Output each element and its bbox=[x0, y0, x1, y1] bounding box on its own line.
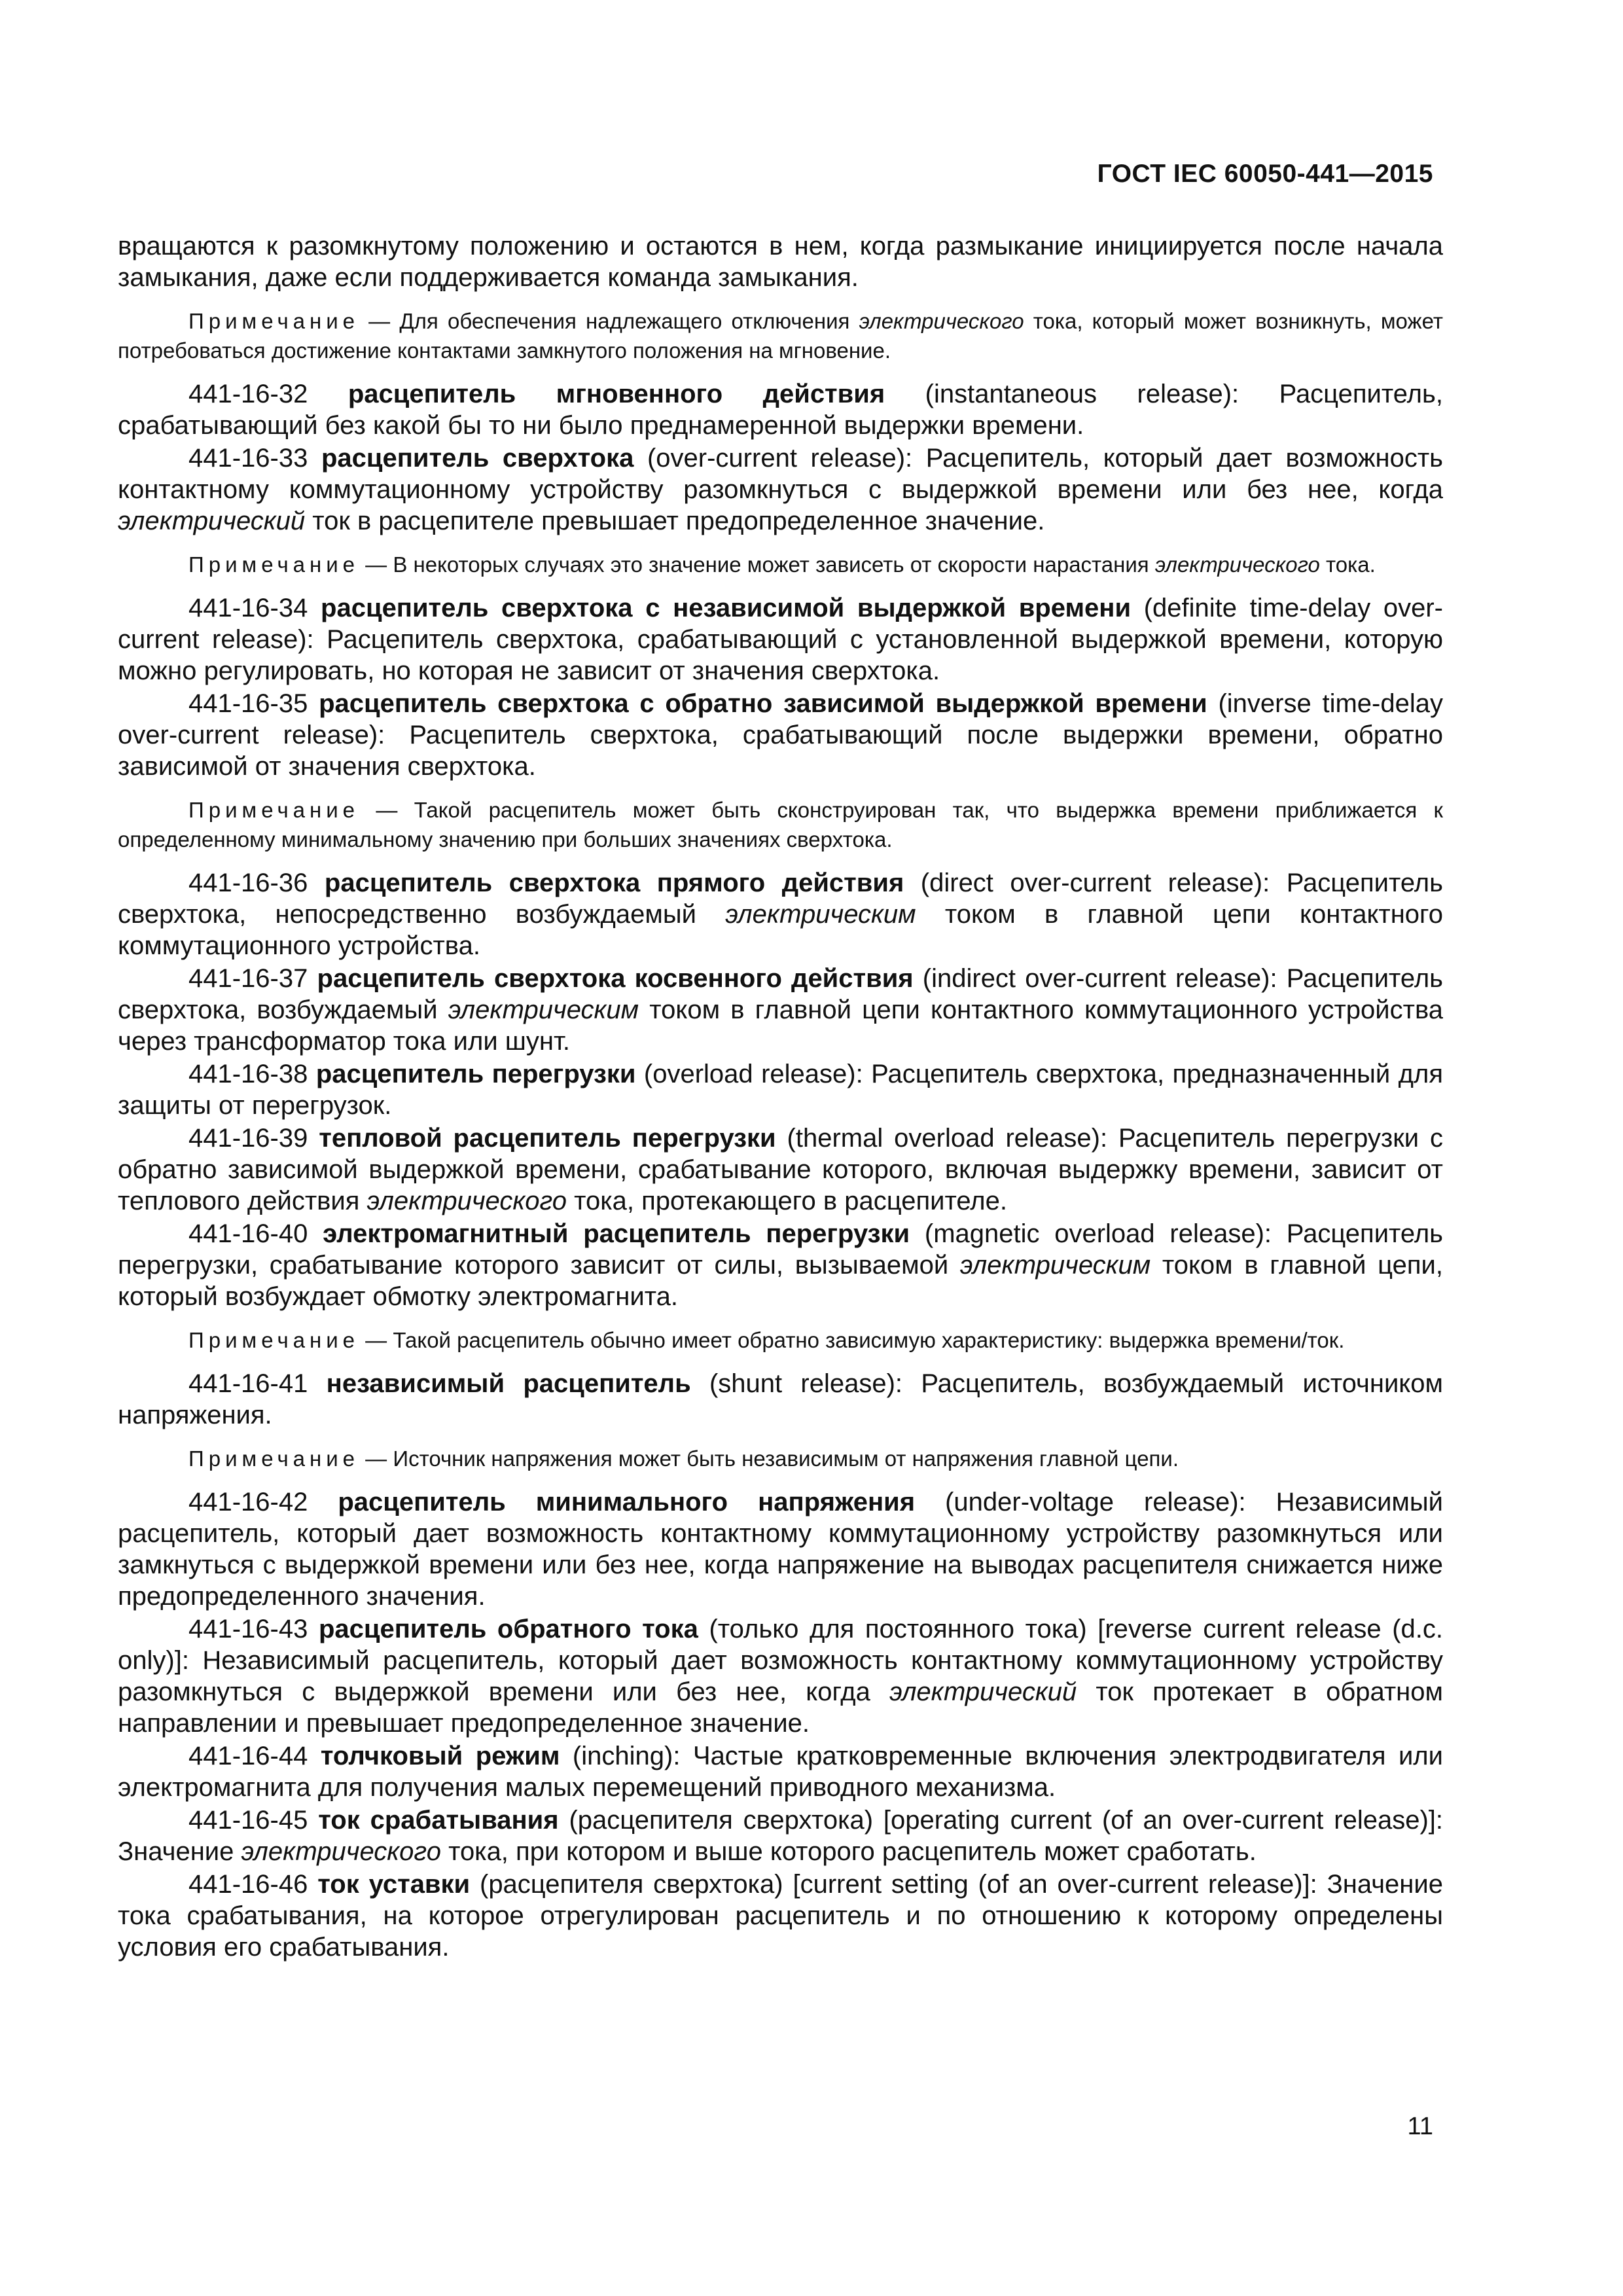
term-name: расцепитель обратного тока bbox=[318, 1615, 698, 1643]
term-entry-441-16-36: 441-16-36 расцепитель сверхтока прямого действия (direct over-current release): Расцепитель сверхтока, непосредственно возбуждаемый электрическим током в главной цепи контактного коммутационного устройства. bbox=[118, 869, 1443, 960]
term-name: расцепитель мгновенного действия bbox=[348, 380, 885, 408]
note: Примечание — В некоторых случаях это значение может зависеть от скорости нарастания электрического тока. bbox=[188, 552, 1376, 577]
term-code: 441-16-43 bbox=[188, 1615, 308, 1643]
term-code: 441-16-34 bbox=[188, 594, 308, 622]
document-body bbox=[118, 230, 1443, 1964]
term-name: расцепитель сверхтока с обратно зависимой выдержкой времени bbox=[319, 689, 1207, 718]
term-entry-441-16-39: 441-16-39 тепловой расцепитель перегрузки (thermal overload release): Расцепитель перегрузки с обратно зависимой выдержкой времени, срабатывание которого, включая выдержку времени, зависит от теплового действия электрического тока, протекающего в расцепителе. bbox=[118, 1124, 1443, 1215]
term-entry-441-16-34: 441-16-34 расцепитель сверхтока с независимой выдержкой времени (definite time-delay over-current release): Расцепитель сверхтока, срабатывающий с установленной выдержкой времени, которую можно регулировать, но которая не зависит от значения сверхтока. bbox=[118, 594, 1443, 685]
term-entry-441-16-45: 441-16-45 ток срабатывания (расцепителя сверхтока) [operating current (of an over-current release)]: Значение электрического тока, при котором и выше которого расцепитель может сработать. bbox=[118, 1806, 1443, 1866]
note-label: Примечание bbox=[188, 309, 360, 333]
term-code: 441-16-37 bbox=[188, 964, 308, 993]
note: Примечание — Источник напряжения может быть независимым от напряжения главной цепи. bbox=[188, 1446, 1179, 1471]
note: Примечание — Такой расцепитель обычно имеет обратно зависимую характеристику: выдержка времени/ток. bbox=[188, 1328, 1345, 1352]
term-code: 441-16-42 bbox=[188, 1488, 308, 1516]
term-name: толчковый режим bbox=[320, 1742, 560, 1770]
term-entry-441-16-32: 441-16-32 расцепитель мгновенного действия (instantaneous release): Расцепитель, срабатывающий без какой бы то ни было преднамеренной выдержки времени. bbox=[118, 380, 1443, 440]
term-entry-441-16-40: 441-16-40 электромагнитный расцепитель перегрузки (magnetic overload release): Расцепитель перегрузки, срабатывание которого зависит от силы, вызываемой электрическим током в главной цепи, который возбуждает обмотку электромагнита. bbox=[118, 1219, 1444, 1311]
term-code: 441-16-33 bbox=[188, 444, 308, 473]
term-code: 441-16-36 bbox=[188, 869, 308, 897]
term-code: 441-16-39 bbox=[188, 1124, 308, 1153]
term-name: расцепитель сверхтока bbox=[321, 444, 634, 473]
note: Примечание — Для обеспечения надлежащего отключения электрического тока, который может возникнуть, может потребоваться достижение контактами замкнутого положения на мгновение. bbox=[118, 309, 1443, 363]
note-label: Примечание bbox=[188, 1446, 360, 1471]
term-code: 441-16-44 bbox=[188, 1742, 308, 1770]
term-entry-441-16-33: 441-16-33 расцепитель сверхтока (over-current release): Расцепитель, который дает возможность контактному коммутационному устройству разомкнуться с выдержкой времени или без нее, когда электрический ток в расцепителе превышает предопределенное значение. bbox=[118, 444, 1443, 535]
page-number: 11 bbox=[1407, 2113, 1433, 2140]
term-code: 441-16-45 bbox=[188, 1806, 308, 1835]
term-entry-441-16-42: 441-16-42 расцепитель минимального напряжения (under-voltage release): Независимый расцепитель, который дает возможность контактному коммутационному устройству разомкнуться или замкнуться с выдержкой времени или без нее, когда напряжение на выводах расцепителя снижается ниже предопределенного значения. bbox=[118, 1488, 1443, 1611]
term-name: расцепитель перегрузки bbox=[315, 1060, 636, 1088]
term-entry-441-16-44: 441-16-44 толчковый режим (inching): Частые кратковременные включения электродвигателя или электромагнита для получения малых перемещений приводного механизма. bbox=[118, 1742, 1443, 1802]
term-code: 441-16-40 bbox=[188, 1219, 308, 1248]
term-name: расцепитель сверхтока прямого действия bbox=[324, 869, 904, 897]
term-name: расцепитель сверхтока косвенного действия bbox=[317, 964, 914, 993]
note-label: Примечание bbox=[188, 798, 360, 822]
term-entry-441-16-37: 441-16-37 расцепитель сверхтока косвенного действия (indirect over-current release): Расцепитель сверхтока, возбуждаемый электрическим током в главной цепи контактного коммутационного устройства через трансформатор тока или шунт. bbox=[118, 964, 1444, 1056]
note-label: Примечание bbox=[188, 1328, 360, 1352]
term-code: 441-16-41 bbox=[188, 1369, 308, 1398]
term-entry-441-16-38: 441-16-38 расцепитель перегрузки (overload release): Расцепитель сверхтока, предназначенный для защиты от перегрузок. bbox=[118, 1060, 1443, 1120]
term-name: расцепитель минимального напряжения bbox=[338, 1488, 916, 1516]
term-code: 441-16-38 bbox=[188, 1060, 308, 1088]
term-entry-441-16-41: 441-16-41 независимый расцепитель (shunt release): Расцепитель, возбуждаемый источником напряжения. bbox=[118, 1369, 1443, 1429]
continuation-paragraph: вращаются к разомкнутому положению и остаются в нем, когда размыкание инициируется после начала замыкания, даже если поддерживается команда замыкания. bbox=[118, 232, 1443, 292]
term-name: независимый расцепитель bbox=[326, 1369, 691, 1398]
document-header bbox=[1097, 160, 1433, 188]
term-entry-441-16-46: 441-16-46 ток уставки (расцепителя сверхтока) [current setting (of an over-current release)]: Значение тока срабатывания, на которое отрегулирован расцепитель и по отношению к которому определены условия его срабатывания. bbox=[118, 1870, 1443, 1962]
term-name: ток уставки bbox=[317, 1870, 471, 1899]
term-name: расцепитель сверхтока с независимой выдержкой времени bbox=[321, 594, 1132, 622]
term-entry-441-16-35: 441-16-35 расцепитель сверхтока с обратно зависимой выдержкой времени (inverse time-delay over-current release): Расцепитель сверхтока, срабатывающий после выдержки времени, обратно зависимой от значения сверхтока. bbox=[118, 689, 1443, 781]
note-label: Примечание bbox=[188, 552, 360, 577]
term-code: 441-16-35 bbox=[188, 689, 308, 718]
term-name: тепловой расцепитель перегрузки bbox=[319, 1124, 776, 1153]
standard-code: ГОСТ IEC 60050-441—2015 bbox=[1097, 160, 1433, 188]
note: Примечание — Такой расцепитель может быть сконструирован так, что выдержка времени приближается к определенному минимальному значению при больших значениях сверхтока. bbox=[118, 798, 1443, 852]
term-entry-441-16-43: 441-16-43 расцепитель обратного тока (только для постоянного тока) [reverse current release (d.c. only)]: Независимый расцепитель, который дает возможность контактному коммутационному устройству разомкнуться с выдержкой времени или без нее, когда электрический ток протекает в обратном направлении и превышает предопределенное значение. bbox=[118, 1615, 1444, 1738]
term-name: ток срабатывания bbox=[318, 1806, 559, 1835]
term-code: 441-16-32 bbox=[188, 380, 308, 408]
term-code: 441-16-46 bbox=[188, 1870, 308, 1899]
term-name: электромагнитный расцепитель перегрузки bbox=[323, 1219, 910, 1248]
